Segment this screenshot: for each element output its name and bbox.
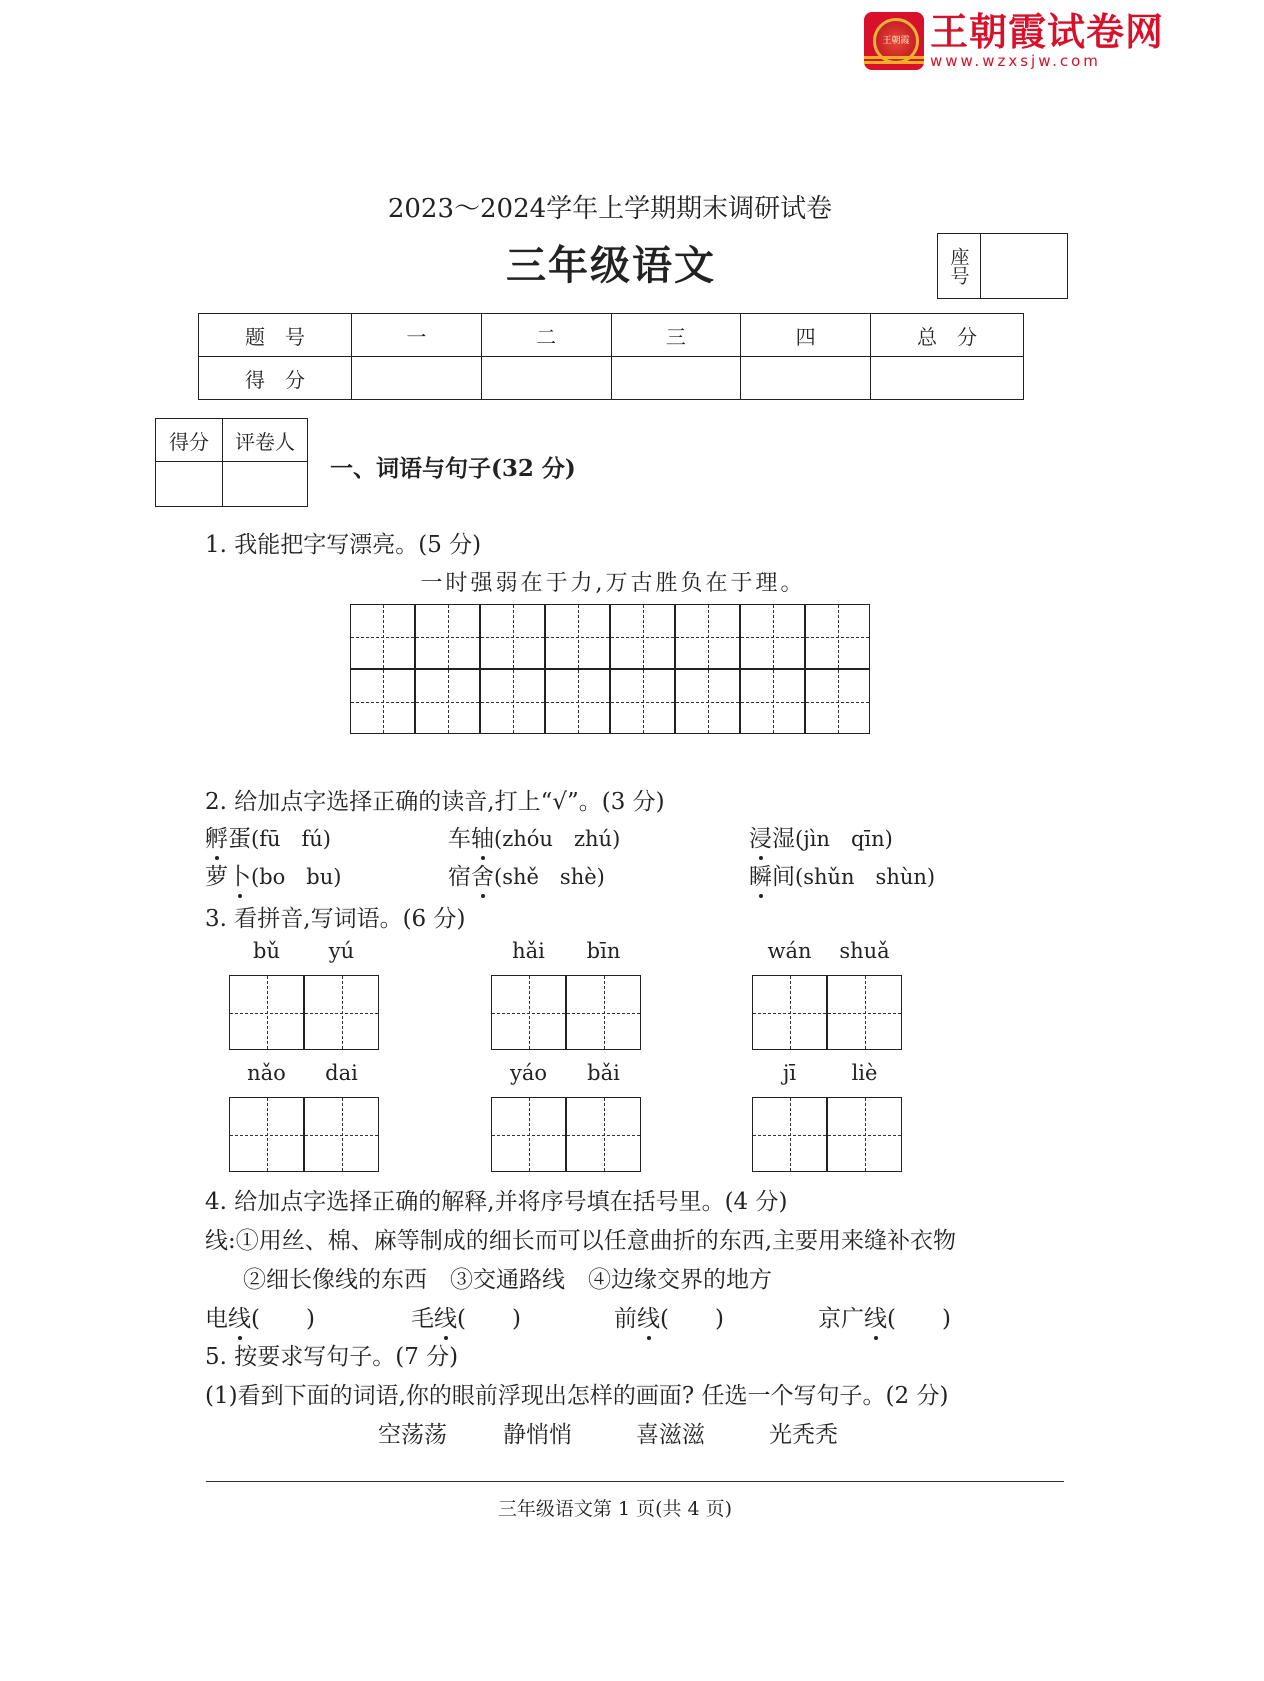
writing-cell[interactable] [229, 975, 304, 1050]
dashed-guide [529, 976, 530, 1049]
grader-score-cell[interactable] [156, 462, 223, 507]
dotted-char: 线 [637, 1300, 660, 1333]
logo-name: 王朝霞试卷网 [930, 10, 1165, 54]
score-header-cell: 题 号 [199, 314, 352, 357]
dashed-guide [267, 1098, 268, 1171]
item-text: (shě shè) [494, 865, 605, 889]
logo-badge-icon: 王朝霞 [864, 12, 924, 70]
dashed-guide [604, 1098, 605, 1171]
writing-cell[interactable] [566, 975, 641, 1050]
dashed-guide [448, 605, 449, 668]
q2-title: 2. 给加点字选择正确的读音,打上“√”。(3 分) [205, 789, 665, 815]
pinyin-label: jī [782, 1061, 797, 1085]
site-logo [864, 12, 1164, 70]
item-text: 间 [772, 864, 795, 890]
page-footer: 三年级语文第 1 页(共 4 页) [497, 1498, 733, 1520]
item-text: (zhóu zhú) [494, 827, 621, 851]
dashed-guide [342, 1098, 343, 1171]
pronunciation-item [448, 858, 605, 891]
dashed-guide [773, 670, 774, 733]
q1-title: 1. 我能把字写漂亮。(5 分) [205, 532, 482, 558]
pinyin-label: shuǎ [839, 939, 890, 963]
dashed-guide [643, 605, 644, 668]
score-header-cell: 四 [741, 314, 871, 357]
writing-cell[interactable] [350, 604, 415, 669]
item-text: 前 [614, 1306, 637, 1332]
writing-cell[interactable] [229, 1097, 304, 1172]
score-table-score-row [199, 357, 1024, 400]
grader-name-cell[interactable] [223, 462, 308, 507]
item-text: 蛋 [228, 826, 251, 852]
q4-definition-2: ②细长像线的东西 ③交通路线 ④边缘交界的地方 [243, 1267, 772, 1293]
dashed-guide [643, 670, 644, 733]
pinyin-label: bīn [586, 939, 621, 963]
pronunciation-item [448, 820, 620, 853]
writing-cell[interactable] [415, 669, 480, 734]
score-cell[interactable] [481, 357, 611, 400]
score-header-cell: 一 [352, 314, 482, 357]
item-text: (fū fú) [251, 827, 331, 851]
item-text: 车 [448, 826, 471, 852]
logo-url: www.wzxsjw.com [930, 52, 1101, 70]
q5-word: 光秃秃 [769, 1422, 838, 1448]
writing-cell[interactable] [304, 1097, 379, 1172]
writing-cell[interactable] [805, 669, 870, 734]
dashed-guide [383, 605, 384, 668]
dotted-char: 卜 [228, 858, 251, 891]
writing-cell[interactable] [491, 975, 566, 1050]
q1-sentence: 一时强弱在于力,万古胜负在于理。 [420, 571, 806, 596]
writing-cell[interactable] [545, 604, 610, 669]
dotted-char: 孵 [205, 820, 228, 853]
score-cell[interactable] [741, 357, 871, 400]
score-cell[interactable] [611, 357, 741, 400]
item-text: 毛 [411, 1306, 434, 1332]
score-header-cell: 三 [611, 314, 741, 357]
writing-cell[interactable] [491, 1097, 566, 1172]
section-heading: 一、词语与句子(32 分) [330, 455, 576, 482]
score-header-cell: 总 分 [871, 314, 1024, 357]
pinyin-label: hǎi [512, 939, 545, 963]
pronunciation-item [749, 858, 935, 891]
dashed-guide [513, 670, 514, 733]
item-text: (bo bu) [251, 865, 342, 889]
pronunciation-item [749, 820, 893, 853]
seat-number-box [937, 233, 1068, 299]
dashed-guide [838, 670, 839, 733]
writing-cell[interactable] [752, 1097, 827, 1172]
dotted-char: 轴 [471, 820, 494, 853]
item-text: 京广 [818, 1306, 864, 1332]
q5-sub1: (1)看到下面的词语,你的眼前浮现出怎样的画面? 任选一个写句子。(2 分) [205, 1383, 949, 1409]
writing-cell[interactable] [675, 604, 740, 669]
writing-cell[interactable] [752, 975, 827, 1050]
writing-cell[interactable] [566, 1097, 641, 1172]
writing-cell[interactable] [304, 975, 379, 1050]
writing-cell[interactable] [545, 669, 610, 734]
item-text: 湿 [772, 826, 795, 852]
answer-blank[interactable]: ( ) [457, 1306, 521, 1332]
explanation-item [614, 1300, 724, 1333]
pinyin-label: yú [328, 939, 355, 963]
writing-cell[interactable] [805, 604, 870, 669]
dashed-guide [513, 605, 514, 668]
dashed-guide [529, 1098, 530, 1171]
score-header-cell: 二 [481, 314, 611, 357]
dashed-guide [790, 1098, 791, 1171]
item-text: 电 [205, 1306, 228, 1332]
score-table-header-row [199, 314, 1024, 357]
writing-cell[interactable] [610, 604, 675, 669]
writing-cell[interactable] [675, 669, 740, 734]
q5-word: 喜滋滋 [636, 1422, 705, 1448]
q4-title: 4. 给加点字选择正确的解释,并将序号填在括号里。(4 分) [205, 1189, 788, 1215]
writing-cell[interactable] [827, 1097, 902, 1172]
pinyin-label: yáo [509, 1061, 548, 1085]
writing-cell[interactable] [740, 604, 805, 669]
writing-cell[interactable] [827, 975, 902, 1050]
explanation-item [818, 1300, 951, 1333]
dotted-char: 线 [434, 1300, 457, 1333]
dashed-guide [790, 976, 791, 1049]
writing-cell[interactable] [740, 669, 805, 734]
q5-title: 5. 按要求写句子。(7 分) [205, 1344, 459, 1370]
dashed-guide [865, 1098, 866, 1171]
grader-box [155, 418, 308, 507]
answer-blank[interactable]: ( ) [251, 1306, 315, 1332]
answer-blank[interactable]: ( ) [887, 1306, 951, 1332]
item-text: (shǔn shùn) [795, 865, 936, 889]
pinyin-label: wán [767, 939, 812, 963]
answer-blank[interactable]: ( ) [660, 1306, 724, 1332]
score-table [198, 313, 1024, 400]
dashed-guide [708, 605, 709, 668]
score-cell[interactable] [352, 357, 482, 400]
item-text: 萝 [205, 864, 228, 890]
exam-subtitle: 2023～2024学年上学期期末调研试卷 [387, 194, 833, 224]
dashed-guide [604, 976, 605, 1049]
dashed-guide [448, 670, 449, 733]
pronunciation-item [205, 820, 331, 853]
writing-cell[interactable] [610, 669, 675, 734]
q5-word: 静悄悄 [503, 1422, 572, 1448]
dashed-guide [578, 605, 579, 668]
dotted-char: 线 [228, 1300, 251, 1333]
dashed-guide [773, 605, 774, 668]
dashed-guide [342, 976, 343, 1049]
dashed-guide [838, 605, 839, 668]
item-text: 宿 [448, 864, 471, 890]
dashed-guide [383, 670, 384, 733]
dotted-char: 线 [864, 1300, 887, 1333]
q5-word: 空荡荡 [378, 1422, 447, 1448]
q4-definition-1: 线:①用丝、棉、麻等制成的细长而可以任意曲折的东西,主要用来缝补衣物 [205, 1228, 957, 1254]
dashed-guide [708, 670, 709, 733]
pronunciation-item [205, 858, 341, 891]
dotted-char: 舍 [471, 858, 494, 891]
pinyin-label: nǎo [247, 1061, 286, 1085]
score-cell[interactable] [871, 357, 1024, 400]
dashed-guide [578, 670, 579, 733]
dotted-char: 浸 [749, 820, 772, 853]
dashed-guide [865, 976, 866, 1049]
q3-title: 3. 看拼音,写词语。(6 分) [205, 906, 466, 932]
score-row-label: 得 分 [199, 357, 352, 400]
writing-cell[interactable] [480, 669, 545, 734]
writing-cell[interactable] [480, 604, 545, 669]
writing-cell[interactable] [350, 669, 415, 734]
exam-title: 三年级语文 [506, 242, 716, 289]
dotted-char: 瞬 [749, 858, 772, 891]
pinyin-label: dai [325, 1061, 358, 1085]
writing-cell[interactable] [415, 604, 480, 669]
explanation-item [411, 1300, 521, 1333]
footer-divider [206, 1481, 1064, 1482]
pinyin-label: liè [851, 1061, 878, 1085]
dashed-guide [267, 976, 268, 1049]
grader-label: 评卷人 [223, 419, 308, 462]
item-text: (jìn qīn) [795, 827, 893, 851]
pinyin-label: bǔ [253, 939, 280, 963]
seat-label: 座号 [938, 234, 981, 298]
explanation-item [205, 1300, 315, 1333]
pinyin-label: bǎi [587, 1061, 620, 1085]
grader-score-label: 得分 [156, 419, 223, 462]
